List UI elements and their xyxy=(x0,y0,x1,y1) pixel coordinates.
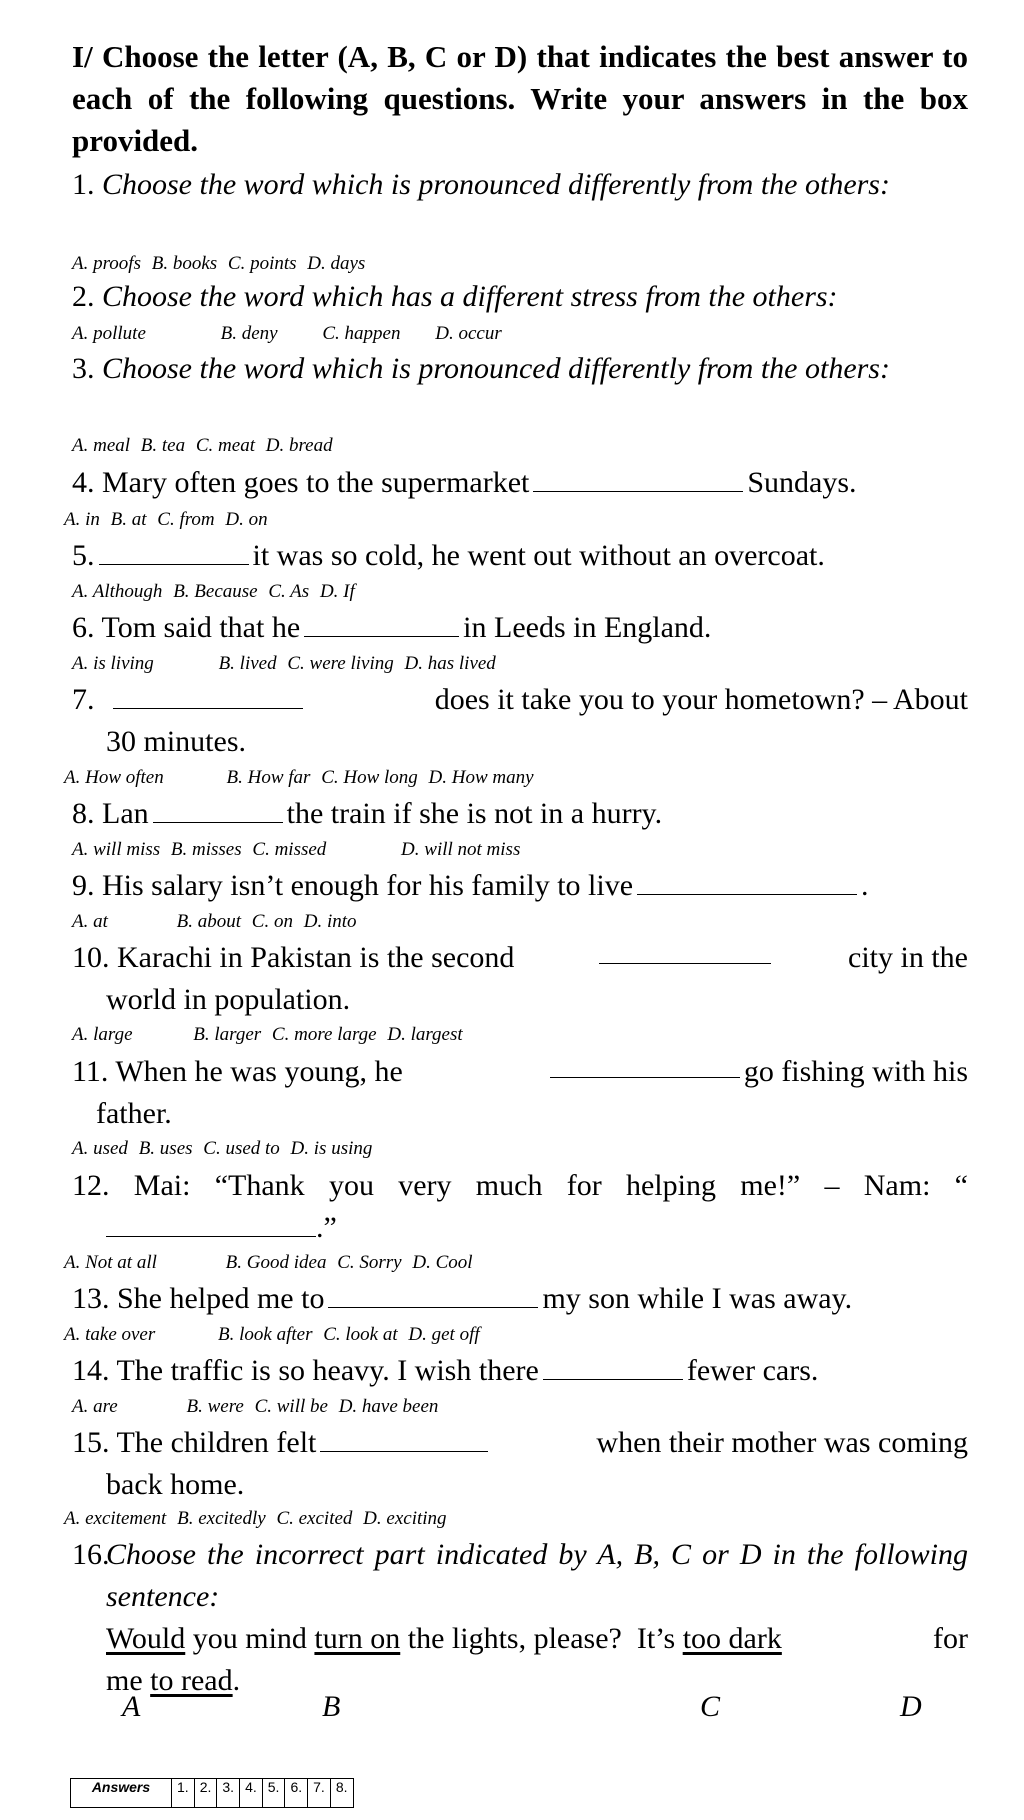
question-5-options xyxy=(72,580,361,604)
sentence-text: the lights, please? It’s xyxy=(400,1622,683,1655)
answer-cell-4[interactable]: 4. xyxy=(240,1779,263,1808)
question-9-options xyxy=(72,910,363,934)
question-10-options xyxy=(72,1023,469,1047)
question-text-end: fewer cars. xyxy=(686,1354,819,1387)
answer-blank[interactable] xyxy=(106,1210,316,1237)
question-8 xyxy=(72,793,662,835)
answer-blank[interactable] xyxy=(533,465,743,492)
option-d[interactable]: D. If xyxy=(319,581,355,602)
question-text-end: the train if she is not in a hurry. xyxy=(286,797,663,830)
question-number: 2. xyxy=(72,280,95,313)
question-1 xyxy=(72,164,968,206)
answer-blank[interactable] xyxy=(328,1281,538,1308)
question-5 xyxy=(72,535,825,577)
error-sentence xyxy=(72,1618,968,1660)
question-number: 3. xyxy=(72,352,95,385)
sentence-text: . xyxy=(232,1664,241,1697)
option-b[interactable]: B. larger xyxy=(193,1024,262,1045)
question-text: 4. Mary often goes to the supermarket xyxy=(72,466,530,499)
answer-blank[interactable] xyxy=(99,538,249,565)
answer-blank[interactable] xyxy=(113,682,303,709)
question-14-options xyxy=(72,1395,444,1419)
option-b[interactable]: B. about xyxy=(176,911,242,932)
question-3 xyxy=(72,348,968,390)
sentence-text: me xyxy=(106,1664,151,1697)
answer-blank[interactable] xyxy=(599,937,771,964)
question-text-end: when their mother was coming xyxy=(596,1426,968,1459)
option-d[interactable]: D. exciting xyxy=(363,1508,447,1529)
question-15 xyxy=(72,1422,968,1506)
part-d[interactable]: to read xyxy=(150,1664,233,1697)
question-6-options xyxy=(72,652,502,676)
answer-cell-1[interactable]: 1. xyxy=(172,1779,195,1808)
question-2 xyxy=(72,276,838,318)
question-3-options xyxy=(72,434,339,458)
option-a[interactable]: A. How often xyxy=(64,767,164,788)
option-a[interactable]: A. large xyxy=(72,1024,133,1045)
question-4 xyxy=(72,462,857,504)
part-a[interactable]: Would xyxy=(106,1622,186,1655)
option-b[interactable]: B. were xyxy=(186,1396,244,1417)
option-c[interactable]: C. on xyxy=(251,911,293,932)
option-b[interactable]: B. How far xyxy=(226,767,311,788)
question-number: 1. xyxy=(72,168,95,201)
option-d[interactable]: D. on xyxy=(225,509,268,530)
question-9 xyxy=(72,865,869,907)
answer-cell-8[interactable]: 8. xyxy=(330,1779,353,1808)
letter-d: D xyxy=(900,1690,922,1723)
option-b[interactable]: B. deny xyxy=(220,323,278,344)
question-12 xyxy=(72,1165,968,1249)
option-a[interactable]: A. is living xyxy=(72,653,154,674)
question-text: 10. Karachi in Pakistan is the second xyxy=(72,941,515,974)
option-d[interactable]: D. is using xyxy=(290,1138,373,1159)
part-b[interactable]: turn on xyxy=(314,1622,401,1655)
option-a[interactable]: A. at xyxy=(72,911,108,932)
answer-blank[interactable] xyxy=(153,796,283,823)
option-c[interactable]: C. were living xyxy=(287,653,394,674)
option-c[interactable]: C. happen xyxy=(322,323,401,344)
option-a[interactable]: A. take over xyxy=(64,1324,156,1345)
option-d[interactable]: D. occur xyxy=(435,323,502,344)
question-4-options xyxy=(64,508,274,532)
question-11 xyxy=(72,1051,968,1135)
question-text-line2: father. xyxy=(96,1097,172,1130)
option-d[interactable]: D. bread xyxy=(265,435,333,456)
question-16 xyxy=(72,1534,968,1702)
answer-cell-2[interactable]: 2. xyxy=(194,1779,217,1808)
question-text: Choose the word which is pronounced differently from the others: xyxy=(102,352,890,385)
question-text: it was so cold, he went out without an overcoat. xyxy=(252,539,825,572)
question-text: Choose the incorrect part indicated by A, B, C or D in the following sentence: xyxy=(106,1538,968,1613)
option-c[interactable]: C. points xyxy=(227,253,297,274)
option-b[interactable]: B. books xyxy=(151,253,218,274)
question-text: 11. When he was young, he xyxy=(72,1055,403,1088)
option-a[interactable]: A. excitement xyxy=(64,1508,167,1529)
answer-table xyxy=(70,1778,354,1808)
option-c[interactable]: C. from xyxy=(157,509,215,530)
answer-blank[interactable] xyxy=(550,1051,740,1078)
option-c[interactable]: C. will be xyxy=(254,1396,328,1417)
question-text-line2: world in population. xyxy=(106,983,351,1016)
sentence-text: you mind xyxy=(185,1622,315,1655)
question-text: 6. Tom said that he xyxy=(72,611,301,644)
sentence-text: for xyxy=(925,1622,968,1655)
option-b[interactable]: B. look after xyxy=(218,1324,313,1345)
question-7-options xyxy=(64,766,540,790)
question-number: 16. xyxy=(72,1538,110,1571)
option-c[interactable]: C. As xyxy=(268,581,310,602)
answers-label: Answers xyxy=(71,1779,172,1808)
option-d[interactable]: D. has lived xyxy=(404,653,496,674)
option-c[interactable]: C. How long xyxy=(321,767,418,788)
question-text: does it take you to your hometown? – About xyxy=(434,683,968,716)
section-instructions: I/ Choose the letter (A, B, C or D) that indicates the best answer to each of the following questions. Write your answers in the box provided. xyxy=(72,39,968,158)
option-d[interactable]: D. into xyxy=(303,911,357,932)
letter-a: A xyxy=(122,1690,141,1723)
question-text-end: Sundays. xyxy=(747,466,857,499)
option-d[interactable]: D. will not miss xyxy=(401,839,521,860)
answer-blank[interactable] xyxy=(304,610,459,637)
question-14 xyxy=(72,1350,818,1392)
question-number: 7. xyxy=(72,683,95,716)
question-12-options xyxy=(64,1251,479,1275)
question-text: Choose the word which is pronounced differently from the others: xyxy=(102,168,890,201)
part-c[interactable]: too dark xyxy=(682,1622,782,1655)
question-text: 15. The children felt xyxy=(72,1426,317,1459)
question-text-end: city in the xyxy=(848,941,968,974)
question-2-options xyxy=(72,322,508,346)
question-text-line2: 30 minutes. xyxy=(106,725,246,758)
option-a[interactable]: A. Not at all xyxy=(64,1252,157,1273)
option-d[interactable]: D. days xyxy=(307,253,366,274)
question-text: 9. His salary isn’t enough for his family to live xyxy=(72,869,634,902)
option-b[interactable]: B. at xyxy=(110,509,147,530)
option-b[interactable]: B. lived xyxy=(218,653,277,674)
option-c[interactable]: C. more large xyxy=(271,1024,377,1045)
question-text: 12. Mai: “Thank you very much for helping me!” – Nam: “ xyxy=(72,1169,968,1202)
option-a[interactable]: A. used xyxy=(72,1138,128,1159)
option-c[interactable]: C. meat xyxy=(195,435,255,456)
option-c[interactable]: C. look at xyxy=(323,1324,398,1345)
question-text-line2: back home. xyxy=(106,1468,245,1501)
option-b[interactable]: B. tea xyxy=(140,435,186,456)
letter-b: B xyxy=(322,1690,341,1723)
question-text-end: . xyxy=(861,869,869,902)
option-d[interactable]: D. largest xyxy=(387,1024,463,1045)
answer-blank[interactable] xyxy=(543,1353,683,1380)
option-a[interactable]: A. are xyxy=(72,1396,118,1417)
option-b[interactable]: B. excitedly xyxy=(177,1508,266,1529)
letter-c: C xyxy=(700,1690,721,1723)
option-a[interactable]: A. meal xyxy=(72,435,131,456)
option-c[interactable]: C. Sorry xyxy=(337,1252,402,1273)
option-d[interactable]: D. have been xyxy=(338,1396,439,1417)
question-text-end: go fishing with his xyxy=(743,1055,968,1088)
answer-blank[interactable] xyxy=(637,868,857,895)
option-b[interactable]: B. Good idea xyxy=(225,1252,327,1273)
question-text-end: in Leeds in England. xyxy=(463,611,712,644)
option-a[interactable]: A. in xyxy=(64,509,100,530)
question-text-end: .” xyxy=(316,1211,337,1244)
option-d[interactable]: D. get off xyxy=(408,1324,480,1345)
option-b[interactable]: B. misses xyxy=(170,839,242,860)
option-c[interactable]: C. used to xyxy=(203,1138,280,1159)
option-a[interactable]: A. will miss xyxy=(72,839,161,860)
option-a[interactable]: A. Although xyxy=(72,581,163,602)
question-text: 8. Lan xyxy=(72,797,149,830)
answer-cell-6[interactable]: 6. xyxy=(285,1779,308,1808)
question-6 xyxy=(72,607,711,649)
question-13-options xyxy=(64,1323,486,1347)
answer-cell-3[interactable]: 3. xyxy=(217,1779,240,1808)
option-b[interactable]: B. Because xyxy=(173,581,258,602)
question-7 xyxy=(72,679,968,763)
question-13 xyxy=(72,1278,852,1320)
option-a[interactable]: A. pollute xyxy=(72,323,146,344)
question-text-end: my son while I was away. xyxy=(542,1282,853,1315)
option-d[interactable]: D. Cool xyxy=(412,1252,473,1273)
answer-cell-5[interactable]: 5. xyxy=(262,1779,285,1808)
answer-blank[interactable] xyxy=(320,1425,488,1452)
question-1-options xyxy=(72,252,371,276)
question-8-options xyxy=(72,838,526,862)
option-d[interactable]: D. How many xyxy=(428,767,534,788)
question-15-options xyxy=(64,1507,453,1531)
question-text: 13. She helped me to xyxy=(72,1282,325,1315)
option-c[interactable]: C. missed xyxy=(252,839,327,860)
question-number: 5. xyxy=(72,539,95,572)
question-10 xyxy=(72,937,968,1021)
question-text: Choose the word which has a different stress from the others: xyxy=(102,280,838,313)
question-11-options xyxy=(72,1137,378,1161)
option-a[interactable]: A. proofs xyxy=(72,253,141,274)
question-text: 14. The traffic is so heavy. I wish there xyxy=(72,1354,539,1387)
option-b[interactable]: B. uses xyxy=(138,1138,193,1159)
option-c[interactable]: C. excited xyxy=(276,1508,353,1529)
answer-cell-7[interactable]: 7. xyxy=(308,1779,331,1808)
